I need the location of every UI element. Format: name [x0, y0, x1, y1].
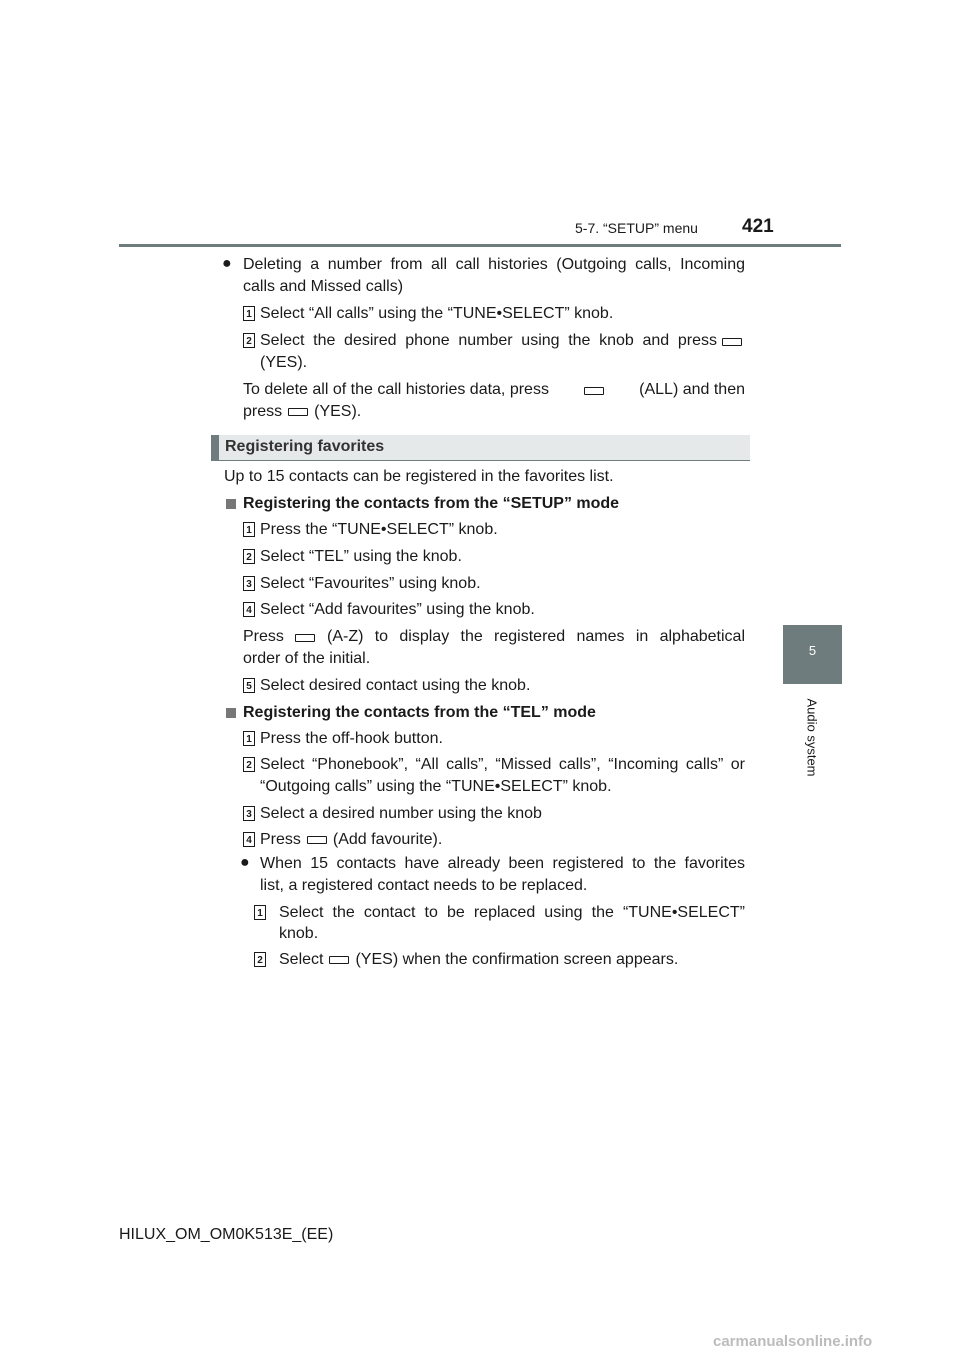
- delete-all-bullet-line2: calls and Missed calls): [243, 278, 404, 295]
- step-text: Select: [279, 951, 324, 968]
- step-number-badge: 4: [243, 602, 255, 617]
- bullet-icon: ●: [222, 255, 232, 272]
- step-number-badge: 4: [243, 832, 255, 847]
- button-icon: [288, 408, 308, 416]
- setup-step-text: Select “Favourites” using knob.: [260, 575, 481, 592]
- button-icon: [722, 338, 742, 346]
- step-number-badge: 2: [243, 549, 255, 564]
- delete-all-bullet-line1: Deleting a number from all call histories (Outgoing calls, Incoming: [243, 256, 745, 273]
- tel-step-2-line1: Select “Phonebook”, “All calls”, “Missed calls”, “Incoming calls” or: [260, 756, 745, 773]
- full-bullet-line1: When 15 contacts have already been registered to the favorites: [260, 855, 745, 872]
- setup-step-text: Select desired contact using the knob.: [260, 677, 531, 694]
- replace-step-2-text: [279, 951, 678, 969]
- delete-step-1-text: Select “All calls” using the “TUNE•SELECT” knob.: [260, 305, 614, 322]
- replace-step-1-line1: Select the contact to be replaced using the “TUNE•SELECT”: [279, 904, 745, 921]
- button-icon: [307, 836, 327, 844]
- replace-step-1-line2: knob.: [279, 925, 319, 942]
- delete-all-note-line2: [243, 403, 361, 421]
- chapter-number: 5: [808, 643, 817, 658]
- delete-step-2-line1: Select the desired phone number using the knob and press: [260, 332, 717, 349]
- section-header: 5-7. “SETUP” menu: [575, 220, 698, 236]
- step-text: (Add favourite).: [332, 831, 443, 848]
- step-number-badge: 1: [243, 522, 255, 537]
- setup-step-text: Press the “TUNE•SELECT” knob.: [260, 521, 498, 538]
- button-icon: [584, 387, 604, 395]
- az-note-line2: order of the initial.: [243, 650, 371, 667]
- note-text: To delete all of the call histories data, press: [243, 381, 549, 398]
- note-text: (ALL) and then: [639, 381, 745, 398]
- button-icon: [295, 634, 315, 642]
- full-bullet-line2: list, a registered contact needs to be replaced.: [260, 877, 588, 894]
- square-bullet-icon: [226, 499, 236, 509]
- step-text: Press: [260, 831, 301, 848]
- setup-step-text: Select “TEL” using the knob.: [260, 548, 462, 565]
- tel-step-text: Select a desired number using the knob: [260, 805, 542, 822]
- step-text: (YES) when the confirmation screen appears.: [355, 951, 679, 968]
- note-text: (A-Z) to display the registered names in alphabetical: [327, 628, 745, 645]
- tel-step-2-line2: “Outgoing calls” using the “TUNE•SELECT” knob.: [260, 778, 612, 795]
- section-heading-bar: [211, 435, 750, 461]
- step-number-badge: 1: [243, 306, 255, 321]
- registering-intro: Up to 15 contacts can be registered in the favorites list.: [224, 468, 614, 485]
- chapter-label: Audio system: [804, 698, 820, 777]
- tel-mode-heading: Registering the contacts from the “TEL” mode: [243, 704, 596, 721]
- step-number-badge: 3: [243, 806, 255, 821]
- section-accent: [211, 435, 219, 460]
- tel-step-text: Press the off-hook button.: [260, 730, 443, 747]
- note-text: press: [243, 403, 283, 420]
- note-text: (YES).: [314, 403, 362, 420]
- chapter-tab[interactable]: [783, 625, 842, 684]
- header-divider: [119, 244, 841, 247]
- page-number: 421: [742, 216, 774, 237]
- tel-step-4-text: [260, 831, 442, 849]
- step-number-badge: 1: [243, 731, 255, 746]
- setup-mode-heading: Registering the contacts from the “SETUP” mode: [243, 495, 620, 512]
- bullet-icon: ●: [240, 854, 250, 871]
- step-number-badge: 2: [243, 333, 255, 348]
- document-id: HILUX_OM_OM0K513E_(EE): [119, 1226, 334, 1243]
- delete-step-2-line2: (YES).: [260, 354, 308, 371]
- step-number-badge: 5: [243, 678, 255, 693]
- setup-step-text: Select “Add favourites” using the knob.: [260, 601, 535, 618]
- square-bullet-icon: [226, 708, 236, 718]
- step-number-badge: 2: [243, 757, 255, 772]
- note-text: Press: [243, 628, 284, 645]
- step-number-badge: 3: [243, 576, 255, 591]
- button-icon: [329, 956, 349, 964]
- step-number-badge: 2: [254, 952, 266, 967]
- delete-all-note-line1: [243, 381, 745, 399]
- az-note-line1: [243, 628, 745, 646]
- watermark: carmanualsonline.info: [713, 1333, 873, 1350]
- section-title: Registering favorites: [225, 438, 385, 455]
- step-number-badge: 1: [254, 905, 266, 920]
